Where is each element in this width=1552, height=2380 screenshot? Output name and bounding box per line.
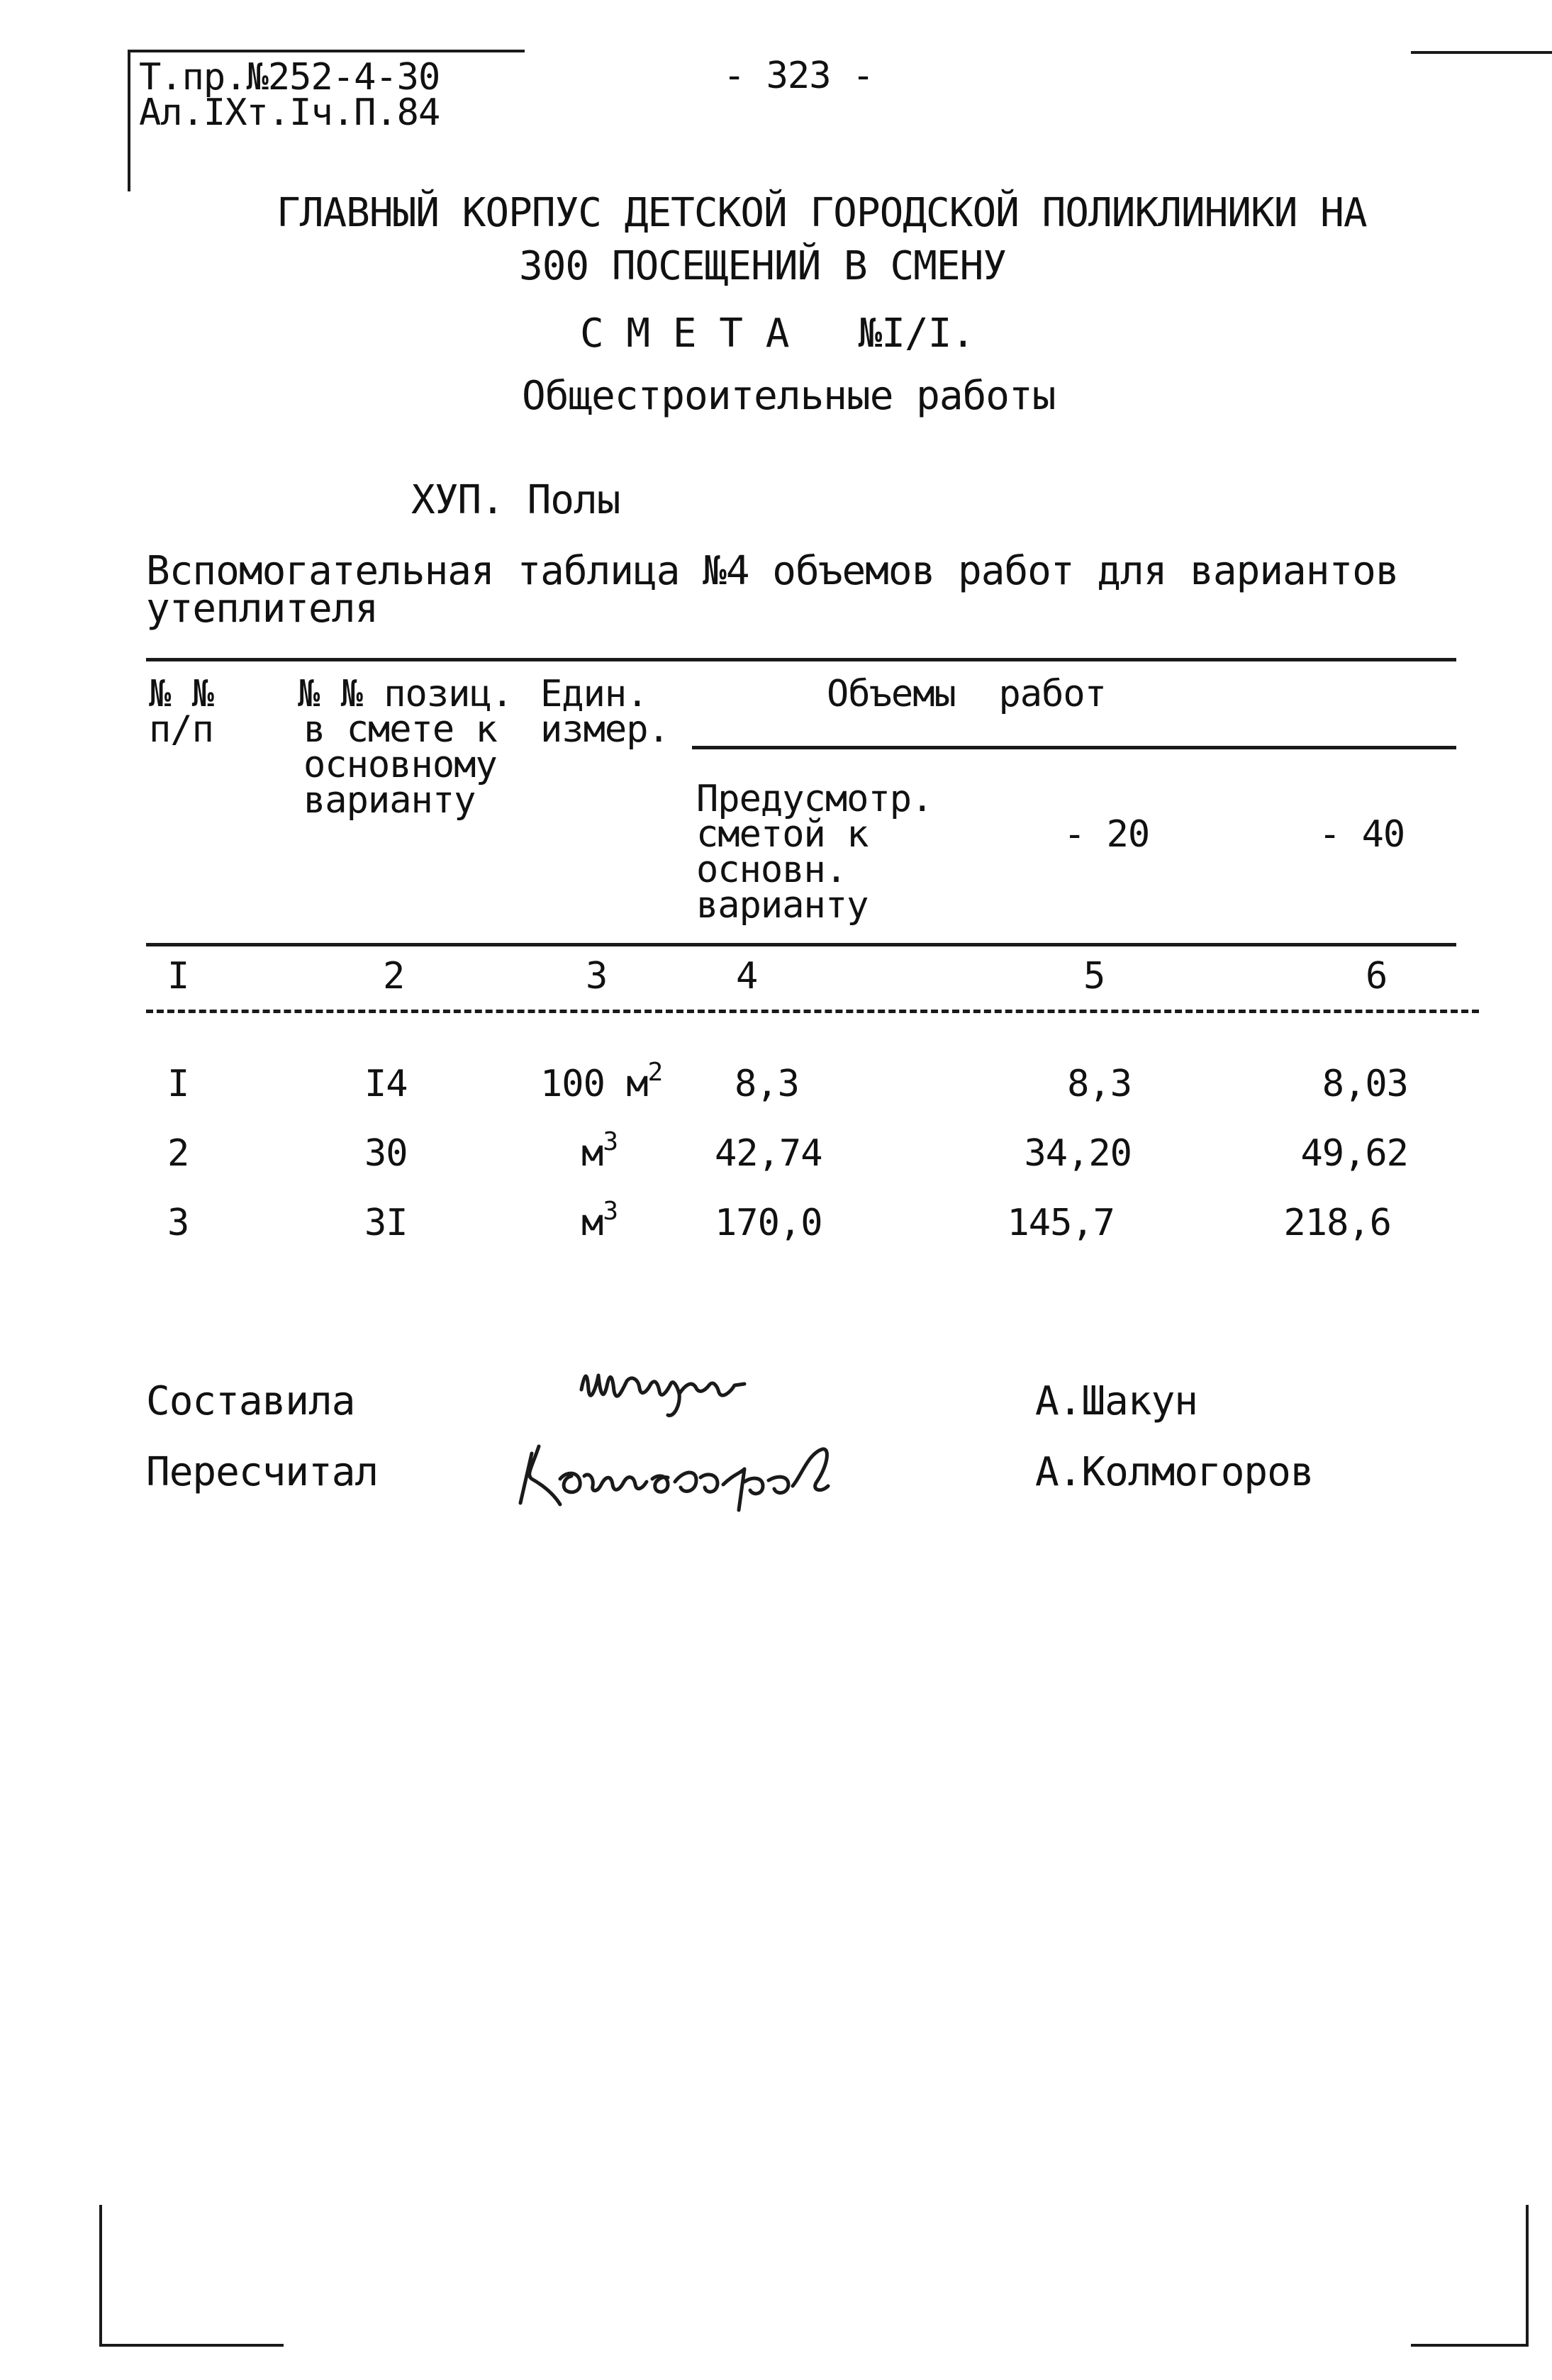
table-row-2-number: 2 xyxy=(167,1132,189,1175)
table-row-2-unit-exponent: 3 xyxy=(603,1127,618,1156)
header-group-volumes: Объемы работ xyxy=(827,673,1106,715)
checked-by-name: А.Колмогоров xyxy=(1035,1449,1314,1495)
header-col2-line-2: в смете к xyxy=(303,708,497,751)
frame-mark-bottom-left xyxy=(99,2205,102,2347)
table-row-3-volume-base: 170,0 xyxy=(715,1202,822,1244)
table-row-2-position: 30 xyxy=(364,1132,408,1175)
table-row-1-unit-exponent: 2 xyxy=(647,1058,663,1087)
header-col4-line-3: основн. xyxy=(696,849,847,891)
frame-mark-bottom-right-horizontal xyxy=(1411,2344,1528,2347)
compiled-by-signature xyxy=(567,1347,780,1425)
header-col2-line-3: основному xyxy=(303,744,497,786)
frame-mark-bottom-left-horizontal xyxy=(99,2344,284,2347)
column-number-3: 3 xyxy=(586,955,608,998)
table-top-rule xyxy=(146,658,1456,661)
compiled-by-name: А.Шакун xyxy=(1035,1378,1198,1424)
table-row-2-unit xyxy=(581,1127,618,1175)
header-col4-line-4: варианту xyxy=(696,884,869,927)
table-row-3-volume-20: 145,7 xyxy=(1007,1202,1115,1244)
column-number-6: 6 xyxy=(1366,955,1388,998)
table-row-1-position: I4 xyxy=(364,1063,408,1105)
header-col3-line-1: Един. xyxy=(540,673,648,715)
frame-mark-top-left-vertical xyxy=(128,50,130,191)
table-caption-line-2: утеплителя xyxy=(146,586,379,632)
document-title-line-1: ГЛАВНЫЙ КОРПУС ДЕТСКОЙ ГОРОДСКОЙ ПОЛИКЛИНИКИ НА xyxy=(277,190,1367,236)
header-col6: - 40 xyxy=(1319,813,1405,856)
column-number-4: 4 xyxy=(736,955,758,998)
frame-mark-top-left-horizontal xyxy=(128,50,525,52)
table-row-1-unit xyxy=(540,1058,663,1105)
column-number-1: I xyxy=(167,955,189,998)
table-row-3-unit-text: м xyxy=(581,1202,603,1244)
header-col4-line-2: сметой к xyxy=(696,813,869,856)
column-number-2: 2 xyxy=(383,955,405,998)
table-row-2-volume-20: 34,20 xyxy=(1024,1132,1132,1175)
table-dashed-rule xyxy=(146,1010,1479,1017)
table-row-3-unit xyxy=(581,1197,618,1244)
table-row-2-unit-text: м xyxy=(581,1132,603,1175)
table-row-1-unit-text: 100 м xyxy=(540,1063,648,1105)
table-header-bottom-rule xyxy=(146,943,1456,946)
stamp-line-2: Ал.IХт.Iч.П.84 xyxy=(139,91,440,134)
header-col2-line-1: № № позиц. xyxy=(298,673,513,715)
table-caption-line-1: Вспомогательная таблица №4 объемов работ для вариантов xyxy=(146,548,1399,594)
document-title-line-2: 300 ПОСЕЩЕНИЙ В СМЕНУ xyxy=(519,243,1007,289)
table-row-1-volume-40: 8,03 xyxy=(1322,1063,1408,1105)
frame-mark-bottom-right xyxy=(1526,2205,1529,2347)
table-row-3-unit-exponent: 3 xyxy=(603,1197,618,1226)
checked-by-signature xyxy=(510,1425,879,1517)
table-row-3-position: 3I xyxy=(364,1202,408,1244)
table-row-3-volume-40: 218,6 xyxy=(1283,1202,1391,1244)
estimate-subtitle: Общестроительные работы xyxy=(522,373,1056,419)
compiled-by-label: Составила xyxy=(146,1378,355,1424)
stamp-line-1: Т.пр.№252-4-30 xyxy=(139,56,440,99)
header-col5: - 20 xyxy=(1063,813,1150,856)
section-heading: ХУП. Полы xyxy=(411,477,620,523)
table-row-2-volume-40: 49,62 xyxy=(1300,1132,1408,1175)
table-row-1-volume-base: 8,3 xyxy=(735,1063,799,1105)
header-col4-line-1: Предусмотр. xyxy=(696,778,933,820)
estimate-title: С М Е Т А №I/I. xyxy=(580,311,975,357)
table-row-1-volume-20: 8,3 xyxy=(1067,1063,1132,1105)
header-col2-line-4: варианту xyxy=(303,779,476,822)
table-row-1-number: I xyxy=(167,1063,189,1105)
table-row-2-volume-base: 42,74 xyxy=(715,1132,822,1175)
header-col1-line-1: № № xyxy=(149,673,213,715)
column-number-5: 5 xyxy=(1083,955,1105,998)
page-number: - 323 - xyxy=(723,55,874,97)
frame-mark-top-right xyxy=(1411,51,1552,54)
header-col1-line-2: п/п xyxy=(149,708,213,751)
header-col3-line-2: измер. xyxy=(540,708,669,751)
table-group-rule xyxy=(692,746,1456,749)
table-row-3-number: 3 xyxy=(167,1202,189,1244)
checked-by-label: Пересчитал xyxy=(146,1449,379,1495)
